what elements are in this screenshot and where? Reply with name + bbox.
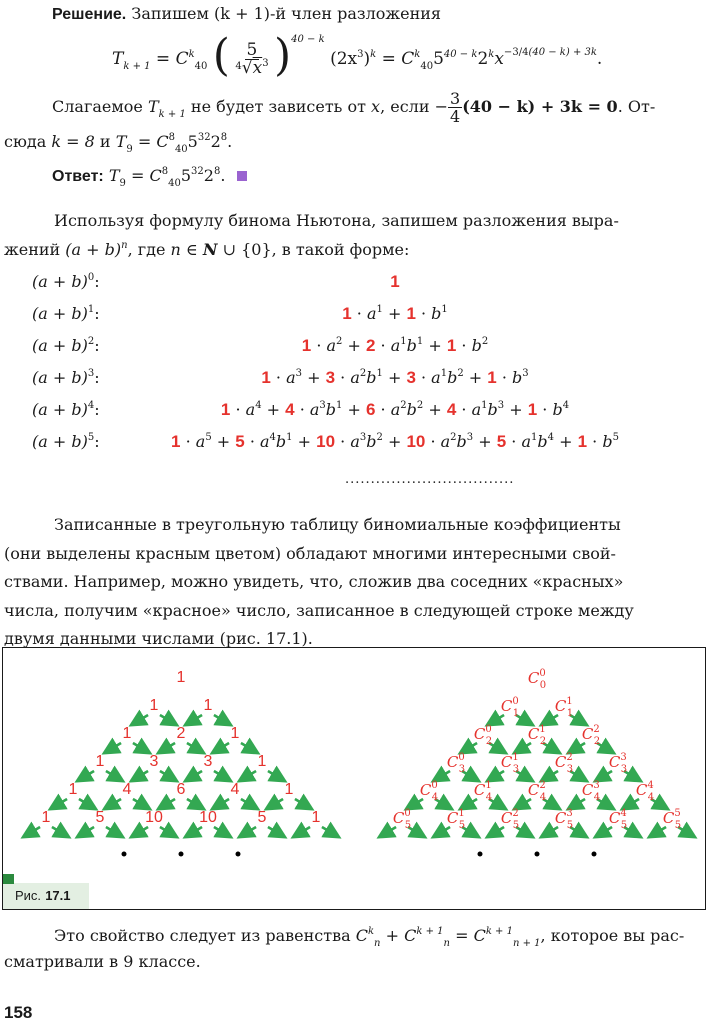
- binomial-coefficient-symbol: $C^2_4$: [527, 780, 547, 803]
- pascal-number: 10: [199, 809, 217, 826]
- binomial-coefficient: 1: [301, 336, 312, 355]
- binomial-coefficient-symbol: $C^2_5$: [500, 808, 520, 831]
- binomial-coefficient-symbol: $C^0_5$: [392, 808, 412, 831]
- pascal-number: 10: [145, 809, 163, 826]
- addition-arrow: [214, 771, 229, 780]
- pascal-number: 4: [230, 781, 240, 798]
- binomial-coefficient: 5: [496, 432, 507, 451]
- pascal-number: 2: [176, 725, 186, 742]
- binomial-coefficient: 5: [235, 432, 245, 451]
- addition-arrow: [597, 827, 612, 836]
- binomial-coefficient-symbol: $C^1_3$: [500, 752, 520, 775]
- binomial-coefficient-symbol: $C^1_1$: [554, 696, 574, 719]
- addition-arrow: [187, 743, 202, 752]
- formula-tk1: $T_{k + 1} = C^k_{40}$ ( $\frac{5}{^4√x^3}$ )$^{40 - k}$ $(2x^3)^k = C^k_{40}5^{40 - k}2^kx^{-3/4(40 - k) + 3k}$.: [112, 30, 603, 81]
- binomial-coefficient-symbol: $C^0_4$: [419, 780, 439, 803]
- continuation-dots: .................................: [345, 472, 515, 487]
- binomial-coefficient: 1: [577, 432, 588, 451]
- addition-arrow: [241, 799, 256, 808]
- expansion-row-label: $(a + b)^5$:: [32, 432, 100, 451]
- addition-arrow: [187, 715, 202, 724]
- binomial-coefficient: 1: [527, 400, 538, 419]
- addition-arrow: [214, 715, 229, 724]
- binomial-coefficient-symbol: $C^1_2$: [527, 724, 547, 747]
- continuation-dot: [591, 852, 596, 857]
- addition-arrow: [624, 799, 639, 808]
- binomial-coefficient-symbol: $C^2_3$: [554, 752, 574, 775]
- addition-arrow: [106, 771, 121, 780]
- addition-arrow: [52, 799, 67, 808]
- addition-arrow: [106, 743, 121, 752]
- addition-arrow: [241, 827, 256, 836]
- binomial-coefficient-symbol: $C^5_5$: [662, 808, 682, 831]
- addition-arrow: [543, 827, 558, 836]
- addition-arrow: [489, 771, 504, 780]
- addition-arrow: [597, 771, 612, 780]
- addition-arrow: [187, 827, 202, 836]
- expansion-row-label: $(a + b)^0$:: [32, 272, 100, 291]
- binomial-coefficient-symbol: $C^2_2$: [581, 724, 601, 747]
- addition-arrow: [381, 827, 396, 836]
- addition-arrow: [133, 771, 148, 780]
- pascal-number: 1: [68, 781, 78, 798]
- pascal-number: 1: [176, 669, 186, 686]
- pascal-number: 1: [230, 725, 240, 742]
- addition-arrow: [106, 827, 121, 836]
- pascal-number: 1: [284, 781, 294, 798]
- binomial-coefficient-symbol: $C^4_5$: [608, 808, 628, 831]
- binomial-coefficient: 4: [285, 400, 295, 419]
- pascal-number: 1: [95, 753, 105, 770]
- addition-arrow: [160, 743, 175, 752]
- expansion-row-label: $(a + b)^2$:: [32, 336, 100, 355]
- binomial-coefficient: 10: [316, 432, 336, 451]
- addition-arrow: [160, 771, 175, 780]
- addition-arrow: [651, 827, 666, 836]
- binomial-coefficient-symbol: $C^3_4$: [581, 780, 601, 803]
- expansion-row-terms: $1 \cdot a^1 + 1 \cdot b^1$: [342, 304, 448, 323]
- binomial-coefficient-symbol: $C^1_5$: [446, 808, 466, 831]
- continuation-dot: [478, 852, 483, 857]
- addition-arrow: [462, 743, 477, 752]
- pascal-number: 1: [203, 697, 213, 714]
- addition-arrow: [489, 827, 504, 836]
- caption-marker-icon: [3, 874, 14, 884]
- binomial-coefficient: 6: [366, 400, 376, 419]
- expansion-row-label: $(a + b)^1$:: [32, 304, 100, 323]
- pascal-number: 4: [122, 781, 132, 798]
- addition-arrow: [295, 799, 310, 808]
- pascal-number: 5: [257, 809, 267, 826]
- addition-arrow: [160, 827, 175, 836]
- binomial-coefficient-symbol: $C^4_4$: [635, 780, 655, 803]
- addition-arrow: [214, 799, 229, 808]
- continuation-dot: [179, 852, 184, 857]
- continuation-dot: [235, 852, 240, 857]
- addition-arrow: [106, 799, 121, 808]
- addition-arrow: [133, 827, 148, 836]
- expansion-row-label: $(a + b)^4$:: [32, 400, 100, 419]
- addition-arrow: [408, 799, 423, 808]
- binomial-coefficient: 1: [446, 336, 457, 355]
- addition-arrow: [516, 799, 531, 808]
- binomial-coefficient: 1: [342, 304, 352, 323]
- binomial-coefficient-symbol: $C^0_3$: [446, 752, 466, 775]
- figure-caption: Рис. 17.1: [3, 883, 89, 909]
- continuation-dot: [535, 852, 540, 857]
- expansion-row-terms: $1 \cdot a^4 + 4 \cdot a^3b^1 + 6 \cdot a^2b^2 + 4 \cdot a^1b^3 + 1 \cdot b^4$: [220, 400, 570, 419]
- addition-arrow: [570, 743, 585, 752]
- binomial-coefficient: 2: [366, 336, 376, 355]
- addition-arrow: [160, 799, 175, 808]
- addition-arrow: [241, 743, 256, 752]
- binomial-coefficient: 3: [406, 368, 416, 387]
- solution-line-3: сюда k = 8 и $T_9 = C^8_{40}5^{32}2^8$.: [4, 132, 233, 155]
- binomial-coefficient: 1: [390, 272, 400, 291]
- addition-arrow: [187, 771, 202, 780]
- addition-arrow: [543, 715, 558, 724]
- addition-arrow: [214, 743, 229, 752]
- addition-arrow: [268, 771, 283, 780]
- triangle-arrows: [3, 648, 707, 911]
- binomial-coefficient-symbol: $C^0_0$: [527, 668, 547, 691]
- solution-label: Решение.: [52, 6, 127, 23]
- solution-line-1: [52, 2, 441, 27]
- formula-fraction: $\frac{5}{^4√x^3}$: [235, 40, 269, 78]
- pascal-number: 1: [257, 753, 267, 770]
- binomial-coefficient: 1: [406, 304, 416, 323]
- binomial-coefficient-symbol: $C^3_5$: [554, 808, 574, 831]
- addition-arrow: [79, 799, 94, 808]
- solution-intro-text: Запишем (k + 1)-й член разложения: [131, 4, 442, 23]
- binomial-coefficient: 1: [171, 432, 181, 451]
- pascal-number: 1: [149, 697, 159, 714]
- addition-arrow: [133, 799, 148, 808]
- addition-arrow: [435, 827, 450, 836]
- addition-arrow: [462, 799, 477, 808]
- figure-17-1: [2, 647, 706, 910]
- addition-arrow: [25, 827, 40, 836]
- addition-arrow: [241, 771, 256, 780]
- end-of-solution-square-icon: [237, 171, 247, 181]
- binomial-coefficient: 4: [446, 400, 457, 419]
- addition-arrow: [322, 827, 337, 836]
- binomial-coefficient: 3: [325, 368, 336, 387]
- binomial-coefficient-symbol: $C^0_1$: [500, 696, 520, 719]
- pascal-number: 1: [122, 725, 132, 742]
- addition-arrow: [133, 715, 148, 724]
- addition-arrow: [543, 771, 558, 780]
- continuation-dot: [122, 852, 127, 857]
- triangle-paragraph: Записанные в треугольную таблицу биномиальные коэффициенты (они выделены красным цветом) обладают многими интересными свой- ствами. Например, можно увидеть, что, сложив два соседних «красных» числа, получим «красное» число, записанное в следующей строке между двумя данными числами (рис. 17.1).: [4, 515, 634, 648]
- addition-arrow: [52, 827, 67, 836]
- answer-label: Ответ:: [52, 168, 104, 185]
- solution-line-2: Слагаемое $T_{k + 1}$ не будет зависеть от x, если − $\frac{3}{4}$ (40 − k) + 3k = 0. От-: [52, 89, 656, 126]
- closing-line-2: сматривали в 9 классе.: [4, 952, 201, 971]
- addition-arrow: [187, 799, 202, 808]
- addition-arrow: [435, 771, 450, 780]
- binomial-coefficient-symbol: $C^1_4$: [473, 780, 493, 803]
- expansion-row-label: $(a + b)^3$:: [32, 368, 100, 387]
- addition-arrow: [295, 827, 310, 836]
- addition-arrow: [489, 715, 504, 724]
- closing-line-1: Это свойство следует из равенства $C^k_n + C^{k + 1}_n = C^{k + 1}_{n + 1}$, которое вы рас-: [54, 926, 685, 949]
- answer-line: Ответ: $T_9 = C^8_{40}5^{32}2^8$.: [52, 162, 247, 191]
- binomial-coefficient-symbol: $C^0_2$: [473, 724, 493, 747]
- addition-arrow: [268, 827, 283, 836]
- expansion-row-terms: $1 \cdot a^5 + 5 \cdot a^4b^1 + 10 \cdot a^3b^2 + 10 \cdot a^2b^3 + 5 \cdot a^1b^4 + 1 \cdot b^5$: [171, 432, 619, 451]
- expansion-row-terms: $1 \cdot a^2 + 2 \cdot a^1b^1 + 1 \cdot b^2$: [301, 336, 489, 355]
- binomial-coefficient-symbol: $C^3_3$: [608, 752, 628, 775]
- binomial-coefficient: 1: [220, 400, 231, 419]
- pascal-number: 5: [95, 809, 105, 826]
- pascal-number: 6: [176, 781, 186, 798]
- addition-arrow: [133, 743, 148, 752]
- pascal-number: 1: [41, 809, 51, 826]
- binomial-coefficient: 1: [487, 368, 497, 387]
- addition-arrow: [214, 827, 229, 836]
- binomial-coefficient: 1: [261, 368, 271, 387]
- expansion-row-terms: [90, 272, 700, 292]
- page-number: 158: [4, 1003, 33, 1022]
- pascal-number: 3: [203, 753, 213, 770]
- addition-arrow: [79, 771, 94, 780]
- addition-arrow: [160, 715, 175, 724]
- addition-arrow: [268, 799, 283, 808]
- pascal-number: 3: [149, 753, 159, 770]
- expansion-row-terms: $1 \cdot a^3 + 3 \cdot a^2b^1 + 3 \cdot a^1b^2 + 1 \cdot b^3$: [261, 368, 529, 387]
- addition-arrow: [516, 743, 531, 752]
- binomial-coefficient: 10: [406, 432, 426, 451]
- intro-paragraph: Используя формулу бинома Ньютона, запишем разложения выра- жений $(a + b)^n$, где n ∈ N ∪ {0}, в такой форме:: [4, 211, 619, 259]
- addition-arrow: [570, 799, 585, 808]
- addition-arrow: [79, 827, 94, 836]
- pascal-number: 1: [311, 809, 321, 826]
